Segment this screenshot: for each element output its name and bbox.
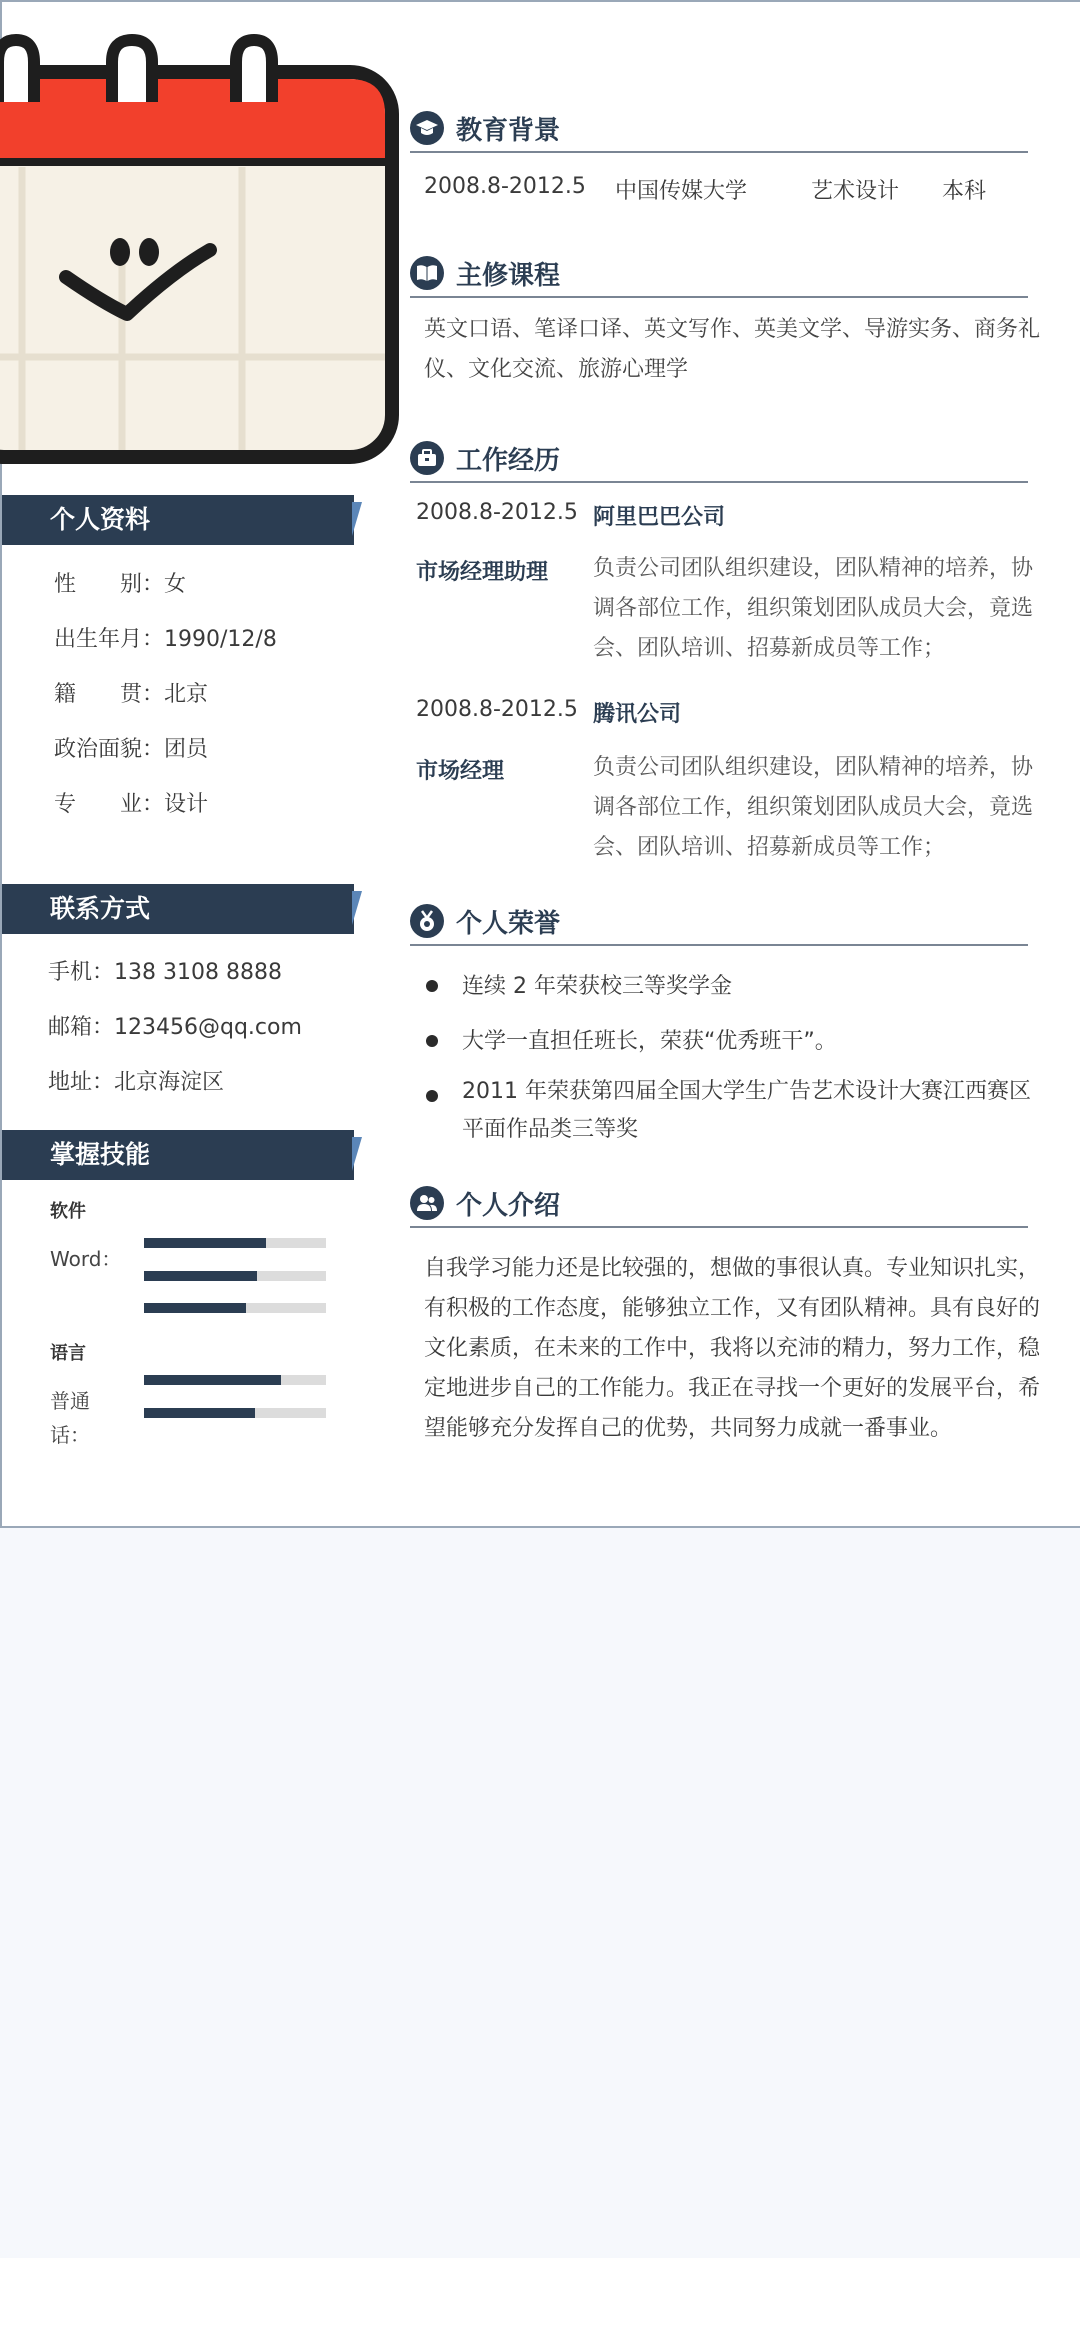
intro-section-header (410, 1182, 1028, 1228)
profile-header-tail (352, 502, 362, 536)
skill-word-label: Word： (50, 1247, 122, 1271)
education-school: 中国传媒大学 (615, 179, 748, 204)
medal-icon (410, 904, 444, 938)
skill-bar-word-1 (144, 1238, 326, 1248)
contact-email: 邮箱：123456@qq.com (48, 1015, 302, 1040)
profile-title: 个人资料 (50, 505, 151, 534)
profile-row-political: 政治面貌：团员 (54, 737, 209, 762)
education-major: 艺术设计 (811, 179, 900, 204)
skill-group-software: 软件 (50, 1201, 86, 1222)
courses-text: 英文口语、笔译口译、英文写作、英美文学、导游实务、商务礼仪、文化交流、旅游心理学 (424, 317, 1041, 382)
skill-bar-word-2 (144, 1271, 326, 1281)
contact-address: 地址：北京海淀区 (48, 1070, 225, 1095)
education-section-header (410, 107, 1028, 153)
intro-text: 自我学习能力还是比较强的，想做的事很认真。专业知识扎实，有积极的工作态度，能够独立工作，又有团队精神。具有良好的文化素质，在未来的工作中，我将以充沛的精力，努力工作，稳定地进步自己的工作能力。我正在寻找一个更好的发展平台，希望能够充分发挥自己的优势，共同努力成就一番事业。 (424, 1256, 1041, 1441)
honor-item-1: 连续 2 年荣获校三等奖学金 (462, 974, 732, 999)
skill-bar-mandarin-1 (144, 1375, 326, 1385)
book-icon (410, 256, 444, 290)
honor-bullet-2 (426, 1035, 438, 1047)
work-title: 工作经历 (456, 446, 561, 476)
courses-section-header (410, 252, 1028, 298)
briefcase-icon (410, 441, 444, 475)
contact-title: 联系方式 (50, 894, 151, 923)
skill-mandarin-label-box (2, 1384, 142, 1447)
skill-mandarin-label: 普通话： (50, 1389, 90, 1447)
intro-title: 个人介绍 (456, 1191, 561, 1221)
job-1-company: 阿里巴巴公司 (593, 505, 726, 530)
skill-bar-word-3 (144, 1303, 326, 1313)
job-2-period: 2008.8-2012.5 (416, 697, 578, 722)
job-2-company: 腾讯公司 (593, 702, 682, 727)
job-1-period: 2008.8-2012.5 (416, 500, 578, 525)
profile-row-birth: 出生年月：1990/12/8 (54, 627, 277, 652)
courses-title: 主修课程 (456, 261, 561, 291)
honors-list (410, 957, 1050, 1142)
honor-bullet-1 (426, 980, 438, 992)
honors-title: 个人荣誉 (456, 909, 561, 939)
graduation-cap-icon (410, 111, 444, 145)
skills-header-tail (352, 1137, 362, 1171)
honor-item-3: 2011 年荣获第四届全国大学生广告艺术设计大赛江西赛区平面作品类三等奖 (462, 1079, 1031, 1142)
work-section-header (410, 437, 1028, 483)
contact-header-tail (352, 891, 362, 925)
skill-group-language: 语言 (50, 1343, 86, 1364)
honors-section-header (410, 900, 1028, 946)
job-2-role: 市场经理 (416, 759, 505, 784)
contact-phone: 手机：138 3108 8888 (48, 960, 282, 985)
skill-bar-mandarin-2 (144, 1408, 326, 1418)
skill-word-label-box (2, 1242, 142, 1310)
job-1-role: 市场经理助理 (416, 560, 549, 585)
profile-header (2, 495, 354, 545)
profile-row-gender: 性 别：女 (54, 572, 187, 597)
page-bottom-strip (0, 2258, 1080, 2337)
left-column (2, 2, 372, 1530)
skills-header (2, 1130, 354, 1180)
education-degree: 本科 (942, 179, 987, 204)
contact-list (2, 947, 362, 1095)
people-icon (410, 1186, 444, 1220)
education-period: 2008.8-2012.5 (424, 174, 586, 199)
job-2-description: 负责公司团队组织建设，团队精神的培养，协调各部位工作，组织策划团队成员大会，竟选会、团队培训、招募新成员等工作； (593, 755, 1034, 860)
honor-item-2: 大学一直担任班长，荣获“优秀班干”。 (462, 1029, 837, 1054)
honor-bullet-3 (426, 1090, 438, 1102)
contact-header (2, 884, 354, 934)
profile-row-hometown: 籍 贯：北京 (54, 682, 209, 707)
education-title: 教育背景 (456, 116, 561, 146)
skills-title: 掌握技能 (50, 1140, 151, 1169)
job-1-description: 负责公司团队组织建设，团队精神的培养，协调各部位工作，组织策划团队成员大会，竟选会、团队培训、招募新成员等工作； (593, 556, 1034, 661)
profile-row-major: 专 业：设计 (54, 792, 209, 817)
